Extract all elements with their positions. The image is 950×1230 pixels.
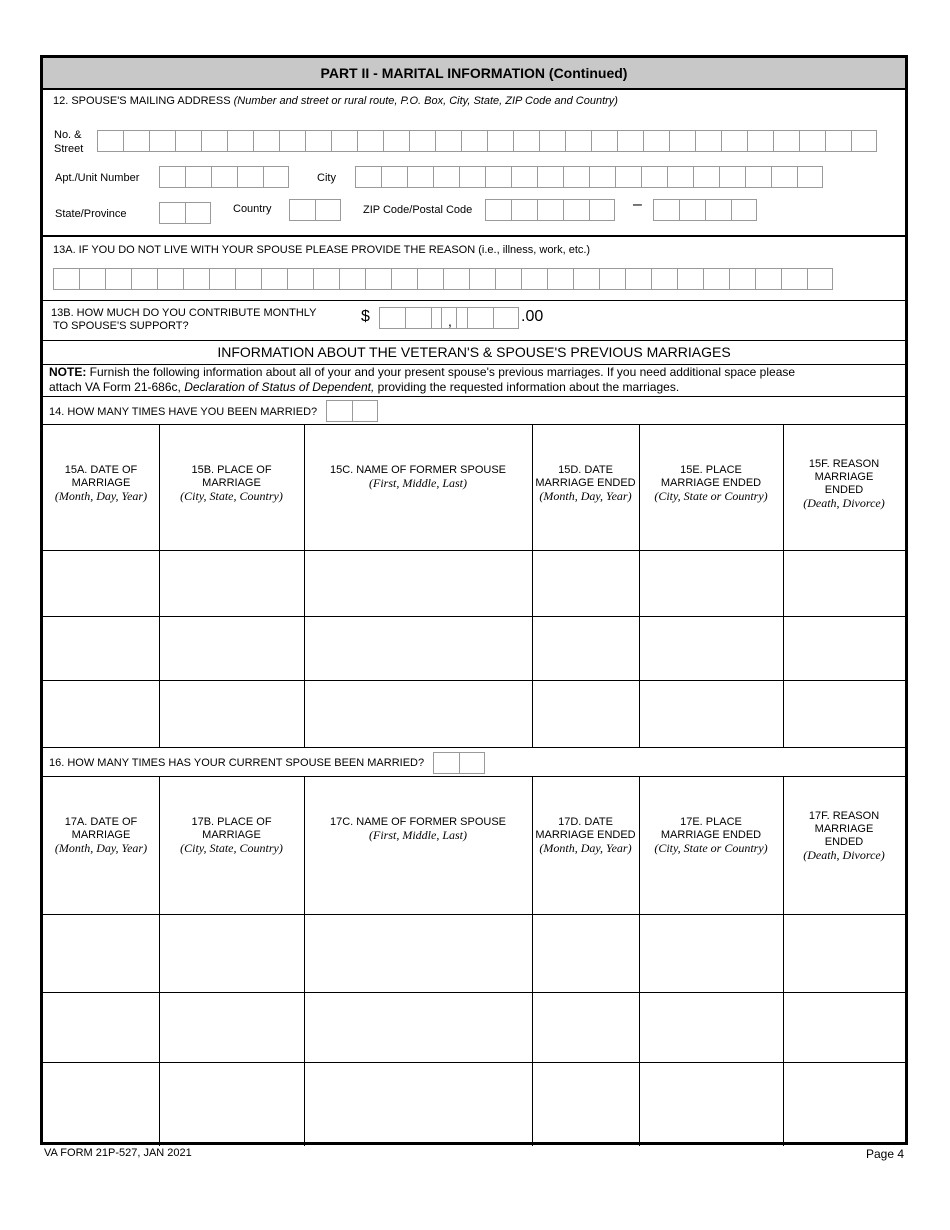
street-input[interactable] (97, 130, 877, 152)
table17-header-1 (159, 816, 304, 855)
note-text: NOTE: Furnish the following information about all of your and your present spouse's previous marriages. If you need additional space please attach VA Form 21-686c, Declaration of Status of Dependent, providing the requested information about the marriages. (49, 365, 796, 394)
city-input[interactable] (355, 166, 823, 188)
char-box[interactable] (467, 307, 493, 329)
char-box[interactable] (537, 166, 563, 188)
char-box[interactable] (105, 268, 131, 290)
char-box[interactable] (379, 307, 405, 329)
char-box[interactable] (159, 166, 185, 188)
char-box[interactable] (407, 166, 433, 188)
header-hint: (Month, Day, Year) (54, 489, 148, 503)
char-box[interactable] (357, 130, 383, 152)
char-box[interactable] (485, 199, 511, 221)
apt-input[interactable] (159, 166, 289, 188)
char-box[interactable] (149, 130, 175, 152)
char-box[interactable] (443, 268, 469, 290)
char-box[interactable] (97, 130, 123, 152)
header-hint: (City, State or Country) (654, 841, 768, 855)
street-label-1: No. & (54, 129, 82, 141)
divider (43, 396, 905, 397)
table15-header-1 (159, 464, 304, 503)
table17-cell[interactable] (160, 915, 303, 991)
char-box[interactable] (653, 199, 679, 221)
page-number: Page 4 (866, 1147, 905, 1161)
table17-cell[interactable] (305, 1063, 531, 1145)
table17-cell[interactable] (640, 915, 782, 991)
divider (43, 747, 905, 748)
header-hint: (City, State or Country) (654, 489, 768, 503)
state-label: State/Province (55, 208, 127, 220)
table15-cell[interactable] (44, 681, 158, 746)
char-box[interactable] (695, 130, 721, 152)
char-box[interactable] (185, 202, 211, 224)
table17-cell[interactable] (784, 1063, 904, 1145)
char-box[interactable] (851, 130, 877, 152)
char-box[interactable] (513, 130, 539, 152)
state-input[interactable] (159, 202, 211, 224)
dollar-sign: $ (361, 308, 370, 325)
form-id: VA FORM 21P-527, JAN 2021 (44, 1147, 192, 1159)
char-box[interactable] (485, 166, 511, 188)
char-box[interactable] (131, 268, 157, 290)
char-box[interactable] (747, 130, 773, 152)
country-input[interactable] (289, 199, 341, 221)
char-box[interactable] (731, 199, 757, 221)
char-box[interactable] (771, 166, 797, 188)
header-text: MARRIAGE (814, 471, 874, 483)
char-box[interactable] (441, 307, 467, 329)
char-box[interactable] (493, 307, 519, 329)
char-box[interactable] (511, 166, 537, 188)
part-header: PART II - MARITAL INFORMATION (Continued) (43, 58, 905, 90)
table15-cell[interactable] (305, 551, 531, 615)
header-hint: (First, Middle, Last) (369, 828, 467, 842)
char-box[interactable] (279, 130, 305, 152)
char-box[interactable] (487, 130, 513, 152)
char-box[interactable] (261, 268, 287, 290)
char-box[interactable] (381, 166, 407, 188)
char-box[interactable] (807, 268, 833, 290)
char-box[interactable] (461, 130, 487, 152)
header-text: 15E. PLACE (680, 464, 742, 476)
char-box[interactable] (703, 268, 729, 290)
char-box[interactable] (565, 130, 591, 152)
table15-cell[interactable] (160, 681, 303, 746)
divider (43, 235, 905, 237)
amount-comma: , (448, 313, 452, 329)
char-box[interactable] (617, 130, 643, 152)
char-box[interactable] (157, 268, 183, 290)
char-box[interactable] (495, 268, 521, 290)
header-hint: (Death, Divorce) (803, 496, 885, 510)
apt-label: Apt./Unit Number (55, 172, 140, 184)
table17-cell[interactable] (784, 915, 904, 991)
char-box[interactable] (677, 268, 703, 290)
char-box[interactable] (625, 268, 651, 290)
zip-input[interactable] (485, 199, 615, 221)
spouse-times-married-input[interactable] (433, 752, 485, 774)
table17-cell[interactable] (533, 1063, 638, 1145)
char-box[interactable] (201, 130, 227, 152)
header-text: 17D. DATE (558, 816, 613, 828)
char-box[interactable] (799, 130, 825, 152)
char-box[interactable] (643, 130, 669, 152)
header-text: 17C. NAME OF FORMER SPOUSE (329, 816, 507, 828)
char-box[interactable] (651, 268, 677, 290)
char-box[interactable] (563, 166, 589, 188)
table17-cell[interactable] (784, 993, 904, 1061)
zip-label: ZIP Code/Postal Code (363, 204, 473, 216)
char-box[interactable] (175, 130, 201, 152)
char-box[interactable] (53, 268, 79, 290)
table17-header-2 (304, 816, 532, 842)
header-text: 17B. PLACE OF (191, 816, 272, 828)
char-box[interactable] (781, 268, 807, 290)
char-box[interactable] (123, 130, 149, 152)
char-box[interactable] (383, 130, 409, 152)
table17-header-5 (783, 810, 905, 862)
header-text: ENDED (824, 836, 864, 848)
char-box[interactable] (589, 166, 615, 188)
header-text: MARRIAGE (814, 823, 874, 835)
table15-cell[interactable] (533, 681, 638, 746)
char-box[interactable] (227, 130, 253, 152)
char-box[interactable] (521, 268, 547, 290)
city-label: City (317, 172, 336, 184)
char-box[interactable] (539, 130, 565, 152)
char-box[interactable] (315, 199, 341, 221)
header-text: MARRIAGE (71, 829, 131, 841)
times-married-input[interactable] (326, 400, 378, 422)
char-box[interactable] (563, 199, 589, 221)
char-box[interactable] (405, 307, 431, 329)
char-box[interactable] (547, 268, 573, 290)
table15-cell[interactable] (784, 681, 904, 746)
char-box[interactable] (417, 268, 443, 290)
char-box[interactable] (433, 166, 459, 188)
table15-cell[interactable] (44, 617, 158, 679)
char-box[interactable] (773, 130, 799, 152)
table17-cell[interactable] (640, 993, 782, 1061)
table15-cell[interactable] (533, 617, 638, 679)
char-box[interactable] (287, 268, 313, 290)
q16-label: 16. HOW MANY TIMES HAS YOUR CURRENT SPOUSE BEEN MARRIED? (49, 757, 425, 769)
table15-cell[interactable] (533, 551, 638, 615)
table15-header-4 (639, 464, 783, 503)
char-box[interactable] (183, 268, 209, 290)
table15-cell[interactable] (305, 681, 531, 746)
char-box[interactable] (511, 199, 537, 221)
table15-header-5 (783, 458, 905, 510)
divider (43, 340, 905, 341)
char-box[interactable] (641, 166, 667, 188)
table15-cell[interactable] (784, 551, 904, 615)
q14-label: 14. HOW MANY TIMES HAVE YOU BEEN MARRIED? (49, 406, 318, 418)
char-box[interactable] (459, 166, 485, 188)
char-box[interactable] (253, 130, 279, 152)
table17-cell[interactable] (160, 993, 303, 1061)
table15-cell[interactable] (160, 551, 303, 615)
table17-cell[interactable] (533, 993, 638, 1061)
header-hint: (City, State, Country) (180, 841, 283, 855)
header-hint: (City, State, Country) (180, 489, 283, 503)
amount-cents: .00 (521, 308, 544, 325)
char-box[interactable] (745, 166, 771, 188)
char-box[interactable] (591, 130, 617, 152)
table17-cell[interactable] (44, 915, 158, 991)
table17-header-0 (43, 816, 159, 855)
table17-cell[interactable] (44, 1063, 158, 1145)
header-hint: (Month, Day, Year) (539, 841, 632, 855)
header-text: MARRIAGE ENDED (660, 477, 762, 489)
reason-input[interactable] (53, 268, 833, 290)
char-box[interactable] (469, 268, 495, 290)
char-box[interactable] (435, 130, 461, 152)
char-box[interactable] (589, 199, 615, 221)
table15-cell[interactable] (160, 617, 303, 679)
header-text: 17E. PLACE (680, 816, 742, 828)
header-text: MARRIAGE ENDED (535, 829, 636, 841)
header-text: MARRIAGE (202, 829, 261, 841)
char-box[interactable] (719, 166, 745, 188)
char-box[interactable] (537, 199, 563, 221)
char-box[interactable] (693, 166, 719, 188)
header-text: MARRIAGE ENDED (660, 829, 762, 841)
header-text: ENDED (824, 484, 864, 496)
table15-cell[interactable] (44, 551, 158, 615)
table15-cell[interactable] (640, 551, 782, 615)
char-box[interactable] (669, 130, 695, 152)
char-box[interactable] (305, 130, 331, 152)
char-box[interactable] (263, 166, 289, 188)
char-box[interactable] (326, 400, 352, 422)
table15-header-2 (304, 464, 532, 490)
char-box[interactable] (679, 199, 705, 221)
header-text: MARRIAGE (202, 477, 261, 489)
char-box[interactable] (721, 130, 747, 152)
header-hint: (Death, Divorce) (803, 848, 885, 862)
table17-cell[interactable] (533, 915, 638, 991)
char-box[interactable] (313, 268, 339, 290)
char-box[interactable] (705, 199, 731, 221)
header-text: MARRIAGE (71, 477, 131, 489)
char-box[interactable] (667, 166, 693, 188)
char-box[interactable] (352, 400, 378, 422)
char-box[interactable] (573, 268, 599, 290)
zip-dash: – (633, 196, 642, 213)
char-box[interactable] (237, 166, 263, 188)
table15-cell[interactable] (305, 617, 531, 679)
divider (43, 300, 905, 301)
header-hint: (Month, Day, Year) (54, 841, 148, 855)
table17-cell[interactable] (160, 1063, 303, 1145)
table17-cell[interactable] (44, 993, 158, 1061)
zip-extension-input[interactable] (653, 199, 757, 221)
divider (43, 424, 905, 425)
char-box[interactable] (755, 268, 781, 290)
header-text: 15C. NAME OF FORMER SPOUSE (329, 464, 507, 476)
table15-header-0 (43, 464, 159, 503)
char-box[interactable] (409, 130, 435, 152)
table17-cell[interactable] (305, 993, 531, 1061)
table15-cell[interactable] (784, 617, 904, 679)
char-box[interactable] (797, 166, 823, 188)
table17-cell[interactable] (305, 915, 531, 991)
header-hint: (First, Middle, Last) (369, 476, 467, 490)
header-text: 15F. REASON (808, 458, 880, 470)
header-text: 15D. DATE (558, 464, 613, 476)
header-text: 15B. PLACE OF (191, 464, 272, 476)
q13b-label-1: 13B. HOW MUCH DO YOU CONTRIBUTE MONTHLY (51, 307, 317, 319)
table17-header-4 (639, 816, 783, 855)
char-box[interactable] (185, 166, 211, 188)
header-hint: (Month, Day, Year) (539, 489, 632, 503)
char-box[interactable] (459, 752, 485, 774)
header-text: 15A. DATE OF (64, 464, 138, 476)
table17-header-3 (532, 816, 639, 855)
char-box[interactable] (211, 166, 237, 188)
header-text: MARRIAGE ENDED (535, 477, 636, 489)
char-box[interactable] (729, 268, 755, 290)
char-box[interactable] (355, 166, 381, 188)
char-box[interactable] (365, 268, 391, 290)
char-box[interactable] (599, 268, 625, 290)
table17-cell[interactable] (640, 1063, 782, 1145)
q13b-label-2: TO SPOUSE'S SUPPORT? (53, 320, 189, 332)
char-box[interactable] (289, 199, 315, 221)
form-frame (40, 55, 908, 1145)
char-box[interactable] (825, 130, 851, 152)
q12-label: 12. SPOUSE'S MAILING ADDRESS (Number and street or rural route, P.O. Box, City, State, ZIP Code and Country) (53, 95, 618, 107)
street-label-2: Street (54, 143, 84, 155)
char-box[interactable] (209, 268, 235, 290)
country-label: Country (233, 203, 272, 215)
table15-header-3 (532, 464, 639, 503)
header-text: 17A. DATE OF (64, 816, 138, 828)
char-box[interactable] (339, 268, 365, 290)
amount-hundreds-input[interactable] (441, 307, 519, 329)
header-text: 17F. REASON (808, 810, 880, 822)
table15-cell[interactable] (640, 681, 782, 746)
char-box[interactable] (615, 166, 641, 188)
char-box[interactable] (79, 268, 105, 290)
char-box[interactable] (159, 202, 185, 224)
divider (43, 776, 905, 777)
table15-cell[interactable] (640, 617, 782, 679)
q13a-label: 13A. IF YOU DO NOT LIVE WITH YOUR SPOUSE PLEASE PROVIDE THE REASON (i.e., illness, work, etc.) (53, 244, 591, 256)
char-box[interactable] (235, 268, 261, 290)
char-box[interactable] (331, 130, 357, 152)
char-box[interactable] (391, 268, 417, 290)
char-box[interactable] (433, 752, 459, 774)
prev-marriages-title: INFORMATION ABOUT THE VETERAN'S & SPOUSE'S PREVIOUS MARRIAGES (217, 344, 731, 360)
